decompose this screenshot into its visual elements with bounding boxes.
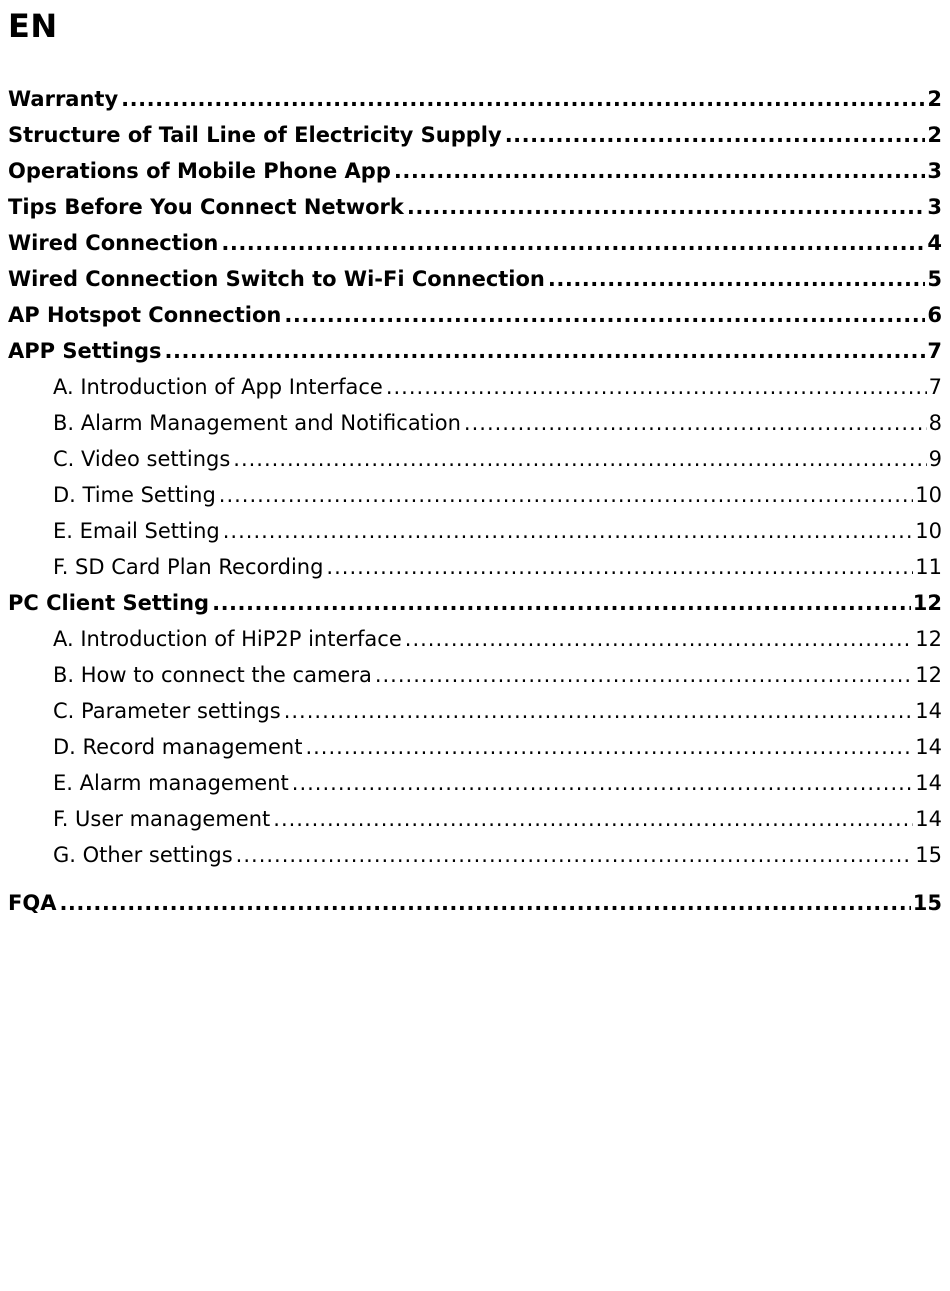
toc-entry-label: APP Settings xyxy=(8,339,162,363)
toc-entry-label: F. SD Card Plan Recording xyxy=(53,555,324,579)
toc-leader-dots xyxy=(164,336,925,366)
toc-entry-label: E. Alarm management xyxy=(53,771,289,795)
toc-leader-dots xyxy=(273,804,913,834)
toc-leader-dots xyxy=(223,516,914,546)
toc-entry-time-setting[interactable] xyxy=(53,480,942,510)
toc-leader-dots xyxy=(292,768,914,798)
toc-entry-other-settings[interactable] xyxy=(53,840,942,870)
toc-entry-page: 14 xyxy=(915,807,942,831)
toc-leader-dots xyxy=(59,888,910,918)
toc-entry-page: 12 xyxy=(915,663,942,687)
toc-entry-page: 14 xyxy=(915,735,942,759)
toc-entry-label: Structure of Tail Line of Electricity Supply xyxy=(8,123,502,147)
toc-leader-dots xyxy=(233,444,926,474)
toc-entry-record-management[interactable] xyxy=(53,732,942,762)
toc-entry-video-settings[interactable] xyxy=(53,444,942,474)
toc-leader-dots xyxy=(548,264,925,294)
toc-entry-label: C. Video settings xyxy=(53,447,231,471)
toc-entry-page: 14 xyxy=(915,699,942,723)
toc-entry-page: 14 xyxy=(915,771,942,795)
toc-entry-page: 3 xyxy=(927,195,942,219)
toc-leader-dots xyxy=(305,732,913,762)
toc-entry-pc-client-setting[interactable] xyxy=(8,588,942,618)
toc-entry-label: Operations of Mobile Phone App xyxy=(8,159,391,183)
toc-entry-label: B. How to connect the camera xyxy=(53,663,372,687)
toc-leader-dots xyxy=(219,480,913,510)
toc-entry-page: 10 xyxy=(915,483,942,507)
toc-entry-label: AP Hotspot Connection xyxy=(8,303,282,327)
toc-leader-dots xyxy=(464,408,927,438)
toc-entry-page: 12 xyxy=(915,627,942,651)
toc-entry-label: B. Alarm Management and Notification xyxy=(53,411,461,435)
toc-leader-dots xyxy=(375,660,913,690)
toc-entry-page: 8 xyxy=(928,411,942,435)
toc-entry-page: 2 xyxy=(927,87,942,111)
toc-entry-mobile-app[interactable] xyxy=(8,156,942,186)
toc-entry-label: D. Record management xyxy=(53,735,303,759)
toc-entry-sd-card-recording[interactable] xyxy=(53,552,942,582)
toc-entry-wired-to-wifi[interactable] xyxy=(8,264,942,294)
toc-entry-tips-network[interactable] xyxy=(8,192,942,222)
toc-entry-label: Wired Connection Switch to Wi-Fi Connection xyxy=(8,267,545,291)
toc-entry-hip2p-interface[interactable] xyxy=(53,624,942,654)
toc-leader-dots xyxy=(236,840,914,870)
toc-entry-page: 4 xyxy=(927,231,942,255)
toc-entry-label: Tips Before You Connect Network xyxy=(8,195,404,219)
toc-entry-connect-camera[interactable] xyxy=(53,660,942,690)
toc-entry-app-interface[interactable] xyxy=(53,372,942,402)
toc-entry-structure-tail-line[interactable] xyxy=(8,120,942,150)
toc-entry-page: 9 xyxy=(928,447,942,471)
toc-entry-label: A. Introduction of App Interface xyxy=(53,375,383,399)
toc-entry-page: 5 xyxy=(927,267,942,291)
toc-entry-page: 11 xyxy=(915,555,942,579)
toc-entry-page: 6 xyxy=(927,303,942,327)
toc-leader-dots xyxy=(386,372,927,402)
toc-entry-page: 15 xyxy=(912,891,942,915)
toc-entry-label: G. Other settings xyxy=(53,843,233,867)
toc-entry-ap-hotspot[interactable] xyxy=(8,300,942,330)
toc-entry-user-management[interactable] xyxy=(53,804,942,834)
toc-entry-email-setting[interactable] xyxy=(53,516,942,546)
toc-entry-page: 7 xyxy=(927,339,942,363)
toc-leader-dots xyxy=(394,156,926,186)
toc-entry-parameter-settings[interactable] xyxy=(53,696,942,726)
toc-entry-page: 3 xyxy=(927,159,942,183)
language-heading: EN xyxy=(8,7,58,45)
toc-entry-fqa[interactable] xyxy=(8,888,942,918)
toc-entry-label: A. Introduction of HiP2P interface xyxy=(53,627,402,651)
toc-leader-dots xyxy=(212,588,911,618)
toc-leader-dots xyxy=(284,300,925,330)
toc-entry-app-settings[interactable] xyxy=(8,336,942,366)
toc-entry-label: Wired Connection xyxy=(8,231,219,255)
toc-entry-label: FQA xyxy=(8,891,57,915)
toc-leader-dots xyxy=(121,84,925,114)
toc-entry-label: E. Email Setting xyxy=(53,519,220,543)
toc-entry-alarm-notification[interactable] xyxy=(53,408,942,438)
toc-entry-wired-connection[interactable] xyxy=(8,228,942,258)
toc-entry-label: F. User management xyxy=(53,807,271,831)
toc-leader-dots xyxy=(284,696,914,726)
toc-entry-page: 2 xyxy=(927,123,942,147)
toc-entry-label: Warranty xyxy=(8,87,119,111)
toc-leader-dots xyxy=(221,228,925,258)
toc-entry-page: 7 xyxy=(928,375,942,399)
toc-entry-label: D. Time Setting xyxy=(53,483,216,507)
toc-entry-warranty[interactable] xyxy=(8,84,942,114)
toc-leader-dots xyxy=(407,192,926,222)
toc-leader-dots xyxy=(505,120,926,150)
toc-entry-page: 12 xyxy=(912,591,942,615)
toc-leader-dots xyxy=(326,552,913,582)
toc-entry-label: PC Client Setting xyxy=(8,591,210,615)
toc-leader-dots xyxy=(405,624,914,654)
toc-entry-label: C. Parameter settings xyxy=(53,699,281,723)
toc-entry-alarm-management[interactable] xyxy=(53,768,942,798)
toc-entry-page: 15 xyxy=(915,843,942,867)
toc-entry-page: 10 xyxy=(915,519,942,543)
